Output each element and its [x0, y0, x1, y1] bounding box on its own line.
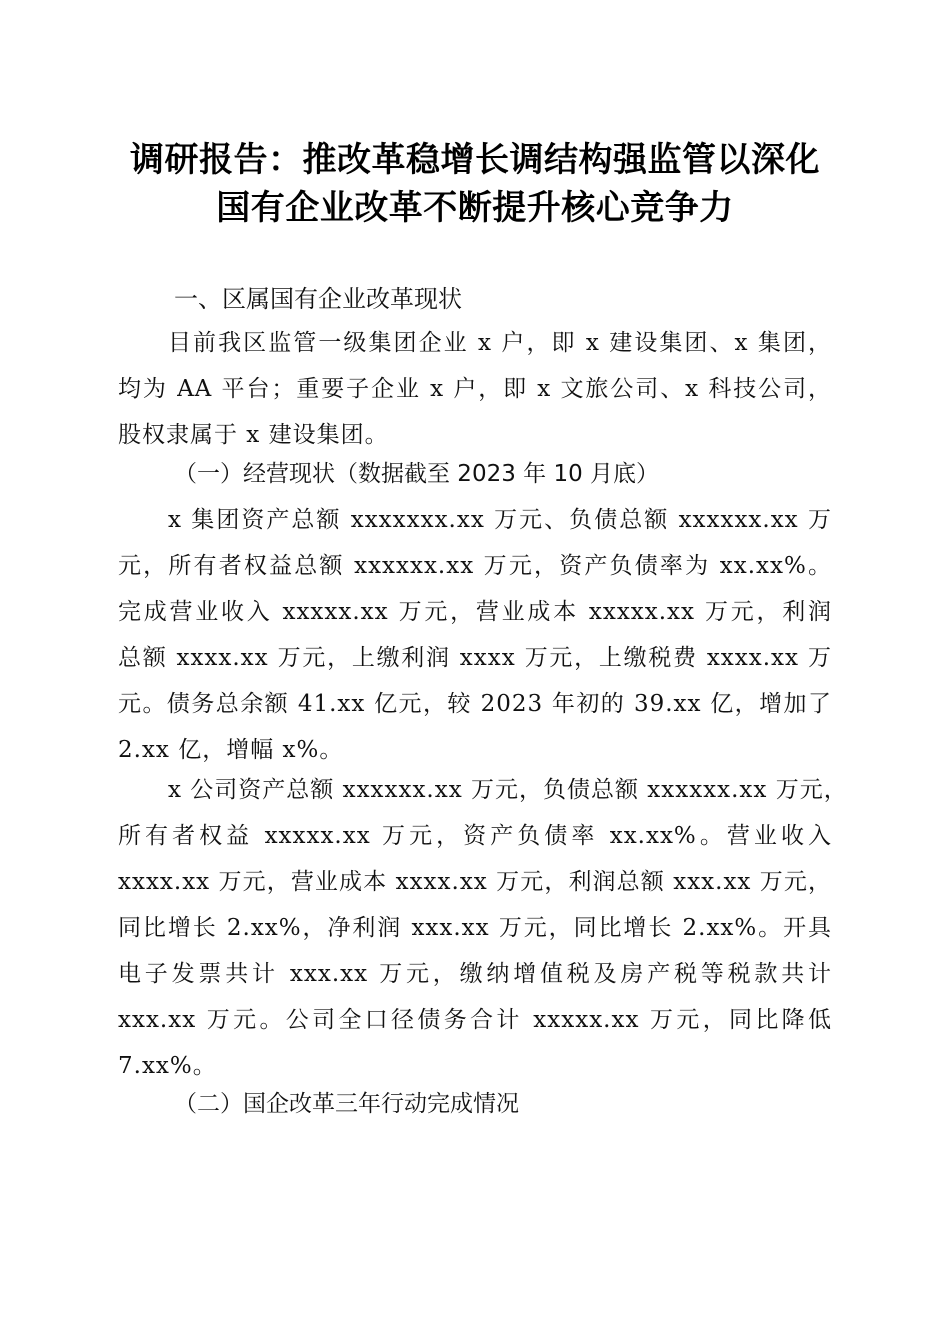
paragraph-line: 总额 xxxx.xx 万元，上缴利润 xxxx 万元，上缴税费 xxxx.xx 万 [118, 645, 832, 671]
paragraph-line: 元。债务总余额 41.xx 亿元，较 2023 年初的 39.xx 亿，增加了 [118, 691, 832, 717]
subsection-heading-1: （一）经营现状（数据截至 2023 年 10 月底） [174, 461, 660, 487]
section-heading-1: 一、区属国有企业改革现状 [174, 285, 462, 313]
paragraph-line: x 集团资产总额 xxxxxxx.xx 万元、负债总额 xxxxxx.xx 万 [168, 507, 832, 533]
document-title [118, 136, 832, 232]
subsection-heading-2: （二）国企改革三年行动完成情况 [174, 1091, 519, 1117]
paragraph-line: 7.xx%。 [118, 1053, 217, 1079]
paragraph-line: 完成营业收入 xxxxx.xx 万元，营业成本 xxxxx.xx 万元，利润 [118, 599, 832, 625]
paragraph-line: 所有者权益 xxxxx.xx 万元，资产负债率 xx.xx%。营业收入 [118, 823, 832, 849]
paragraph-line: 电子发票共计 xxx.xx 万元，缴纳增值税及房产税等税款共计 [118, 961, 832, 987]
paragraph-line: 同比增长 2.xx%，净利润 xxx.xx 万元，同比增长 2.xx%。开具 [118, 915, 832, 941]
title-line-1: 调研报告：推改革稳增长调结构强监管以深化 [130, 140, 820, 180]
paragraph-line: 2.xx 亿，增幅 x%。 [118, 737, 344, 763]
paragraph-line: 均为 AA 平台；重要子企业 x 户，即 x 文旅公司、x 科技公司， [118, 376, 832, 402]
subsection1-paragraph-2 [118, 767, 848, 1089]
paragraph-line: 元，所有者权益总额 xxxxxx.xx 万元，资产负债率为 xx.xx%。 [118, 553, 832, 579]
paragraph-line: x 公司资产总额 xxxxxx.xx 万元，负债总额 xxxxxx.xx 万元， [168, 777, 848, 803]
subsection1-paragraph-1 [118, 497, 832, 773]
paragraph-line: xxxx.xx 万元，营业成本 xxxx.xx 万元，利润总额 xxx.xx 万元， [118, 869, 832, 895]
paragraph-line: xxx.xx 万元。公司全口径债务合计 xxxxx.xx 万元，同比降低 [118, 1007, 832, 1033]
section1-intro-paragraph [118, 320, 832, 458]
title-line-2: 国有企业改革不断提升核心竞争力 [216, 188, 734, 228]
paragraph-line: 股权隶属于 x 建设集团。 [118, 422, 389, 448]
paragraph-line: 目前我区监管一级集团企业 x 户，即 x 建设集团、x 集团， [168, 330, 832, 356]
